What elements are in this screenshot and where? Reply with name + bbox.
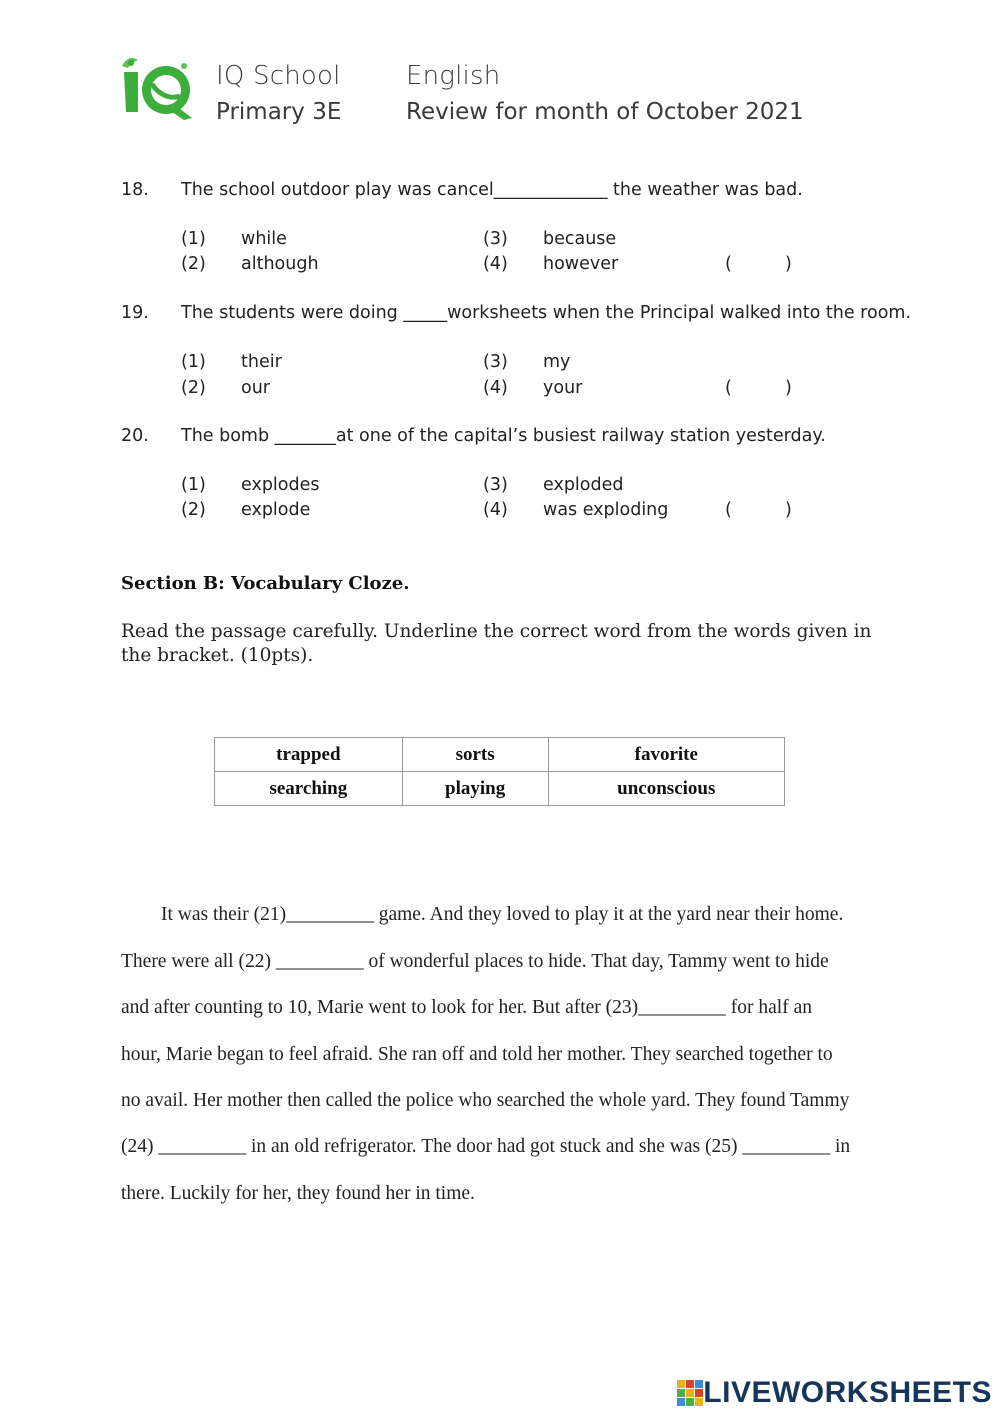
option-text: explodes	[241, 475, 320, 495]
word-cell: sorts	[402, 738, 548, 772]
answer-close-bracket: )	[785, 378, 792, 398]
passage-line: There were all (22) _________ of wonderful places to hide. That day, Tammy went to hide	[121, 951, 829, 972]
option-number: (3)	[483, 352, 508, 372]
question-number: 18.	[121, 180, 149, 200]
option-text: was exploding	[543, 500, 669, 520]
question-number: 19.	[121, 303, 149, 323]
passage-line: and after counting to 10, Marie went to look for her. But after (23)_________ for half an	[121, 997, 812, 1018]
word-bank-table	[214, 737, 785, 806]
answer-open-bracket[interactable]: (	[725, 254, 732, 274]
option-number: (1)	[181, 475, 206, 495]
section-b-instruction: Read the passage carefully. Underline the correct word from the words given in the bracket. (10pts).	[121, 621, 872, 666]
option-number: (4)	[483, 500, 508, 520]
passage-line: no avail. Her mother then called the police who searched the whole yard. They found Tammy	[121, 1090, 850, 1111]
option-text: your	[543, 378, 583, 398]
section-b-title: Section B: Vocabulary Cloze.	[121, 573, 410, 594]
word-cell: playing	[402, 772, 548, 806]
option-number: (3)	[483, 475, 508, 495]
passage-line: hour, Marie began to feel afraid. She ran off and told her mother. They searched together to	[121, 1044, 833, 1065]
table-row	[215, 738, 785, 772]
passage-line: (24) _________ in an old refrigerator. The door had got stuck and she was (25) _________ in	[121, 1136, 851, 1157]
option-number: (4)	[483, 378, 508, 398]
review-title: Review for month of October 2021	[406, 99, 804, 125]
answer-open-bracket[interactable]: (	[725, 378, 732, 398]
word-cell: unconscious	[548, 772, 784, 806]
option-text: explode	[241, 500, 311, 520]
passage-line: It was their (21)_________ game. And they loved to play it at the yard near their home.	[161, 904, 844, 925]
subject-title: English	[406, 61, 501, 91]
option-text: my	[543, 352, 571, 372]
option-text: although	[241, 254, 319, 274]
option-text: however	[543, 254, 619, 274]
liveworksheets-icon	[677, 1380, 703, 1406]
option-number: (3)	[483, 229, 508, 249]
word-cell: trapped	[215, 738, 403, 772]
question-number: 20.	[121, 426, 149, 446]
option-number: (4)	[483, 254, 508, 274]
option-text: their	[241, 352, 282, 372]
word-cell: favorite	[548, 738, 784, 772]
school-name: IQ School	[216, 61, 341, 91]
option-text: while	[241, 229, 287, 249]
option-number: (2)	[181, 254, 206, 274]
school-logo	[118, 54, 196, 122]
passage-line: there. Luckily for her, they found her in time.	[121, 1183, 475, 1204]
liveworksheets-logo[interactable]	[677, 1376, 992, 1410]
brand-name: LIVEWORKSHEETS	[703, 1376, 992, 1409]
option-text: exploded	[543, 475, 624, 495]
option-number: (1)	[181, 229, 206, 249]
option-text: because	[543, 229, 617, 249]
question-text: The school outdoor play was cancel_____________ the weather was bad.	[181, 180, 803, 200]
option-number: (2)	[181, 378, 206, 398]
answer-close-bracket: )	[785, 500, 792, 520]
class-name: Primary 3E	[216, 99, 342, 125]
answer-close-bracket: )	[785, 254, 792, 274]
word-cell: searching	[215, 772, 403, 806]
question-text: The students were doing _____worksheets when the Principal walked into the room.	[181, 303, 912, 323]
option-number: (1)	[181, 352, 206, 372]
question-text: The bomb _______at one of the capital’s busiest railway station yesterday.	[181, 426, 826, 446]
answer-open-bracket[interactable]: (	[725, 500, 732, 520]
table-row	[215, 772, 785, 806]
option-number: (2)	[181, 500, 206, 520]
option-text: our	[241, 378, 270, 398]
